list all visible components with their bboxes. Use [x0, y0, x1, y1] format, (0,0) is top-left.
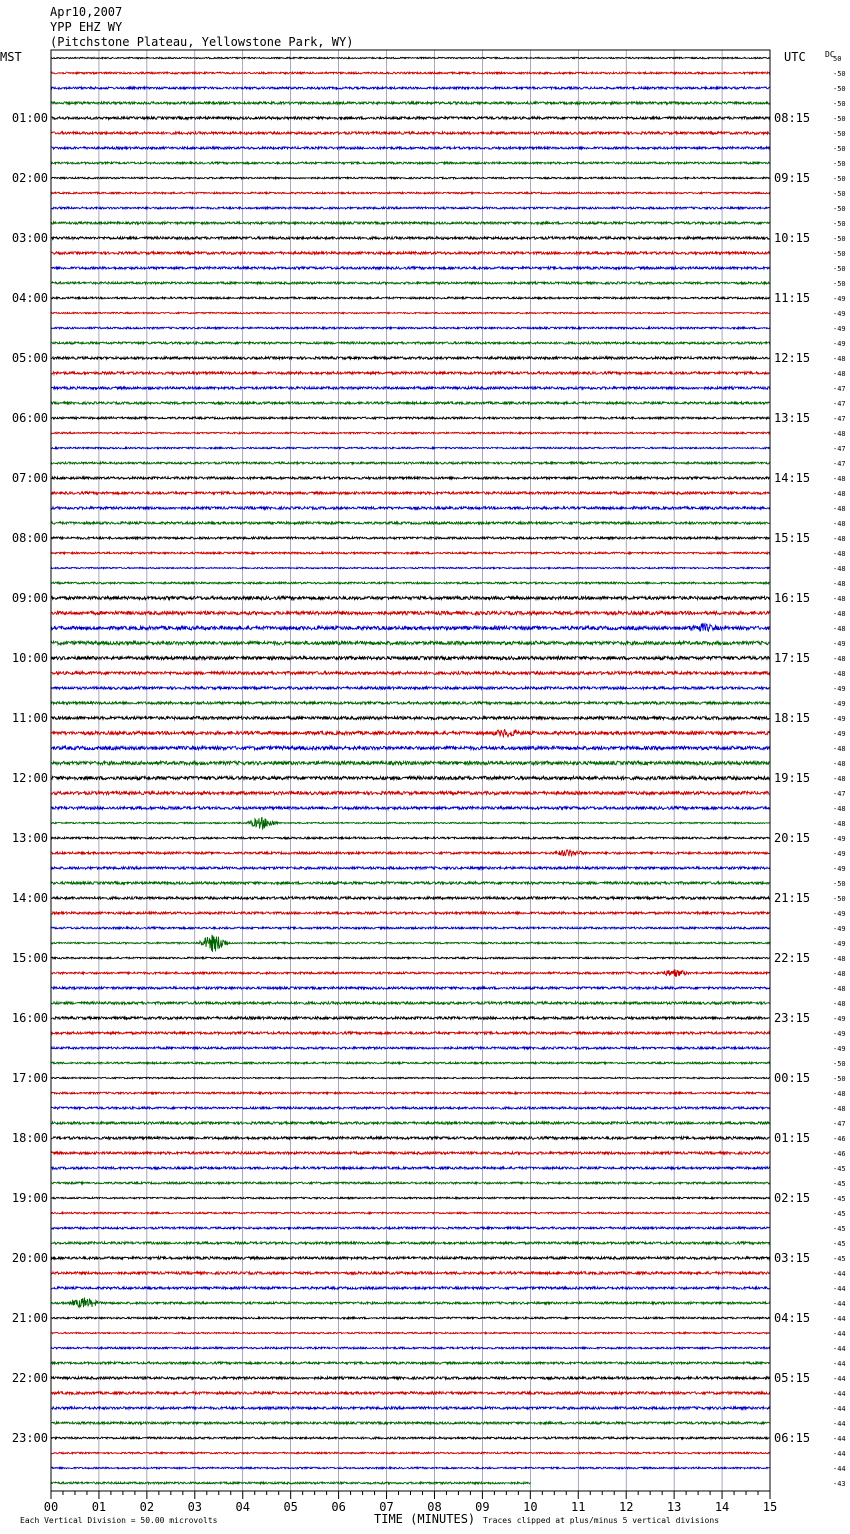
trace-line — [51, 596, 770, 599]
right-hour-label: 04:15 — [774, 1311, 811, 1325]
trace-line — [51, 72, 770, 74]
trace-line — [51, 492, 770, 495]
left-hour-label: 01:00 — [11, 111, 48, 125]
x-tick-label: 03 — [187, 1500, 203, 1514]
dc-offset-label: -49 — [833, 310, 846, 318]
trace-line — [51, 507, 770, 510]
dc-offset-label: -48 — [833, 565, 846, 573]
dc-offset-label: -45 — [833, 1255, 846, 1263]
trace-line — [51, 1167, 770, 1169]
left-hour-label: 06:00 — [11, 411, 48, 425]
right-hour-label: 14:15 — [774, 471, 811, 485]
trace-line — [51, 807, 770, 810]
dc-offset-label: -48 — [833, 475, 846, 483]
left-hour-label: 12:00 — [11, 771, 48, 785]
dc-label: DC — [825, 50, 835, 59]
dc-offset-label: -48 — [833, 355, 846, 363]
dc-offset-label: -48 — [833, 490, 846, 498]
dc-offset-label: -45 — [833, 1195, 846, 1203]
x-tick-label: 05 — [283, 1500, 298, 1514]
trace-line — [51, 611, 770, 614]
trace-line — [51, 1122, 770, 1124]
left-hour-label: 22:00 — [11, 1371, 48, 1385]
dc-offset-label: -50 — [833, 895, 846, 903]
trace-line — [51, 57, 770, 58]
dc-offset-label: -49 — [833, 865, 846, 873]
trace-line — [51, 1092, 770, 1094]
dc-offset-label: -48 — [833, 775, 846, 783]
dc-offset-label: -44 — [833, 1330, 846, 1338]
scale-note: Each Vertical Division = 50.00 microvolts — [20, 1516, 218, 1525]
dc-offset-label: -44 — [833, 1465, 846, 1473]
x-tick-label: 06 — [331, 1500, 346, 1514]
x-tick-label: 14 — [714, 1500, 730, 1514]
trace-line — [51, 327, 770, 329]
trace-line — [51, 372, 770, 375]
left-hour-label: 04:00 — [11, 291, 48, 305]
left-hour-label: 18:00 — [11, 1131, 48, 1145]
left-hour-label: 02:00 — [11, 171, 48, 185]
dc-offset-label: -45 — [833, 1240, 846, 1248]
left-hour-label: 05:00 — [11, 351, 48, 365]
right-hour-label: 15:15 — [774, 531, 811, 545]
right-hour-label: 21:15 — [774, 891, 811, 905]
left-hour-label: 23:00 — [11, 1431, 48, 1445]
trace-line — [51, 132, 770, 135]
dc-offset-label: -44 — [833, 1405, 846, 1413]
dc-offset-label: -50 — [833, 250, 846, 258]
trace-line — [51, 1212, 770, 1214]
trace-line — [51, 1347, 770, 1349]
dc-offset-label: -50 — [833, 1060, 846, 1068]
trace-line — [51, 850, 770, 857]
trace-line — [51, 1317, 770, 1319]
trace-line — [51, 1017, 770, 1020]
trace-line — [51, 1298, 770, 1308]
right-hour-label: 11:15 — [774, 291, 811, 305]
dc-offset-label: -48 — [833, 1090, 846, 1098]
right-hour-label: 18:15 — [774, 711, 811, 725]
trace-line — [51, 1047, 770, 1049]
dc-offset-label: -49 — [833, 1030, 846, 1038]
trace-line — [51, 897, 770, 900]
right-hour-label: 19:15 — [774, 771, 811, 785]
minute-grid — [99, 50, 722, 1491]
dc-offset-label: -48 — [833, 550, 846, 558]
dc-offset-label: -48 — [833, 430, 846, 438]
dc-offset-label: 50 — [833, 55, 842, 63]
x-tick-label: 04 — [235, 1500, 250, 1514]
trace-line — [51, 1437, 770, 1439]
left-hour-label: 20:00 — [11, 1251, 48, 1265]
dc-offset-label: -49 — [833, 1015, 846, 1023]
dc-offset-label: -50 — [833, 175, 846, 183]
dc-offset-label: -44 — [833, 1420, 846, 1428]
x-tick-label: 10 — [523, 1500, 538, 1514]
left-hour-label: 08:00 — [11, 531, 48, 545]
right-hour-label: 22:15 — [774, 951, 811, 965]
trace-line — [51, 1467, 770, 1469]
trace-line — [51, 1377, 770, 1379]
x-tick-label: 13 — [666, 1500, 682, 1514]
right-hour-label: 23:15 — [774, 1011, 811, 1025]
right-hour-label: 01:15 — [774, 1131, 811, 1145]
trace-line — [51, 1407, 770, 1410]
dc-offset-label: -48 — [833, 520, 846, 528]
trace-line — [51, 312, 770, 313]
right-hour-label: 10:15 — [774, 231, 811, 245]
dc-offset-label: -43 — [833, 1480, 846, 1488]
seismic-traces — [51, 57, 770, 1484]
left-hour-label: 15:00 — [11, 951, 48, 965]
dc-offset-label: -45 — [833, 1225, 846, 1233]
dc-offset-label: -48 — [833, 820, 846, 828]
left-hour-label: 16:00 — [11, 1011, 48, 1025]
trace-line — [51, 641, 770, 645]
trace-line — [51, 1107, 770, 1109]
left-hour-label: 17:00 — [11, 1071, 48, 1085]
dc-offset-label: -48 — [833, 655, 846, 663]
dc-offset-label: -50 — [833, 85, 846, 93]
trace-line — [51, 791, 770, 794]
x-tick-label: 02 — [139, 1500, 155, 1514]
dc-offset-label: -49 — [833, 1045, 846, 1053]
right-hour-label: 13:15 — [774, 411, 811, 425]
x-tick-label: 00 — [43, 1500, 59, 1514]
left-hour-label: 11:00 — [11, 711, 48, 725]
dc-offset-label: -49 — [833, 715, 846, 723]
trace-line — [51, 1032, 770, 1034]
trace-line — [51, 267, 770, 269]
trace-line — [51, 177, 770, 179]
dc-offset-label: -48 — [833, 970, 846, 978]
dc-offset-label: -44 — [833, 1270, 846, 1278]
dc-offset-label: -49 — [833, 835, 846, 843]
trace-line — [51, 1002, 770, 1005]
right-hour-label: 20:15 — [774, 831, 811, 845]
left-hour-label: 10:00 — [11, 651, 48, 665]
left-hour-label: 03:00 — [11, 231, 48, 245]
trace-line — [51, 432, 770, 434]
dc-offset-label: -47 — [833, 790, 846, 798]
left-hour-label: 13:00 — [11, 831, 48, 845]
dc-offset-label: -47 — [833, 445, 846, 453]
trace-line — [51, 761, 770, 765]
trace-line — [51, 1182, 770, 1184]
dc-offset-label: -47 — [833, 460, 846, 468]
dc-offset-label: -50 — [833, 265, 846, 273]
left-hour-label: 21:00 — [11, 1311, 48, 1325]
dc-offset-label: -47 — [833, 1120, 846, 1128]
trace-line — [51, 462, 770, 464]
dc-offset-label: -50 — [833, 235, 846, 243]
dc-offset-label: -50 — [833, 115, 846, 123]
dc-offset-label: -49 — [833, 700, 846, 708]
plot-frame — [51, 50, 770, 1491]
x-tick-label: 11 — [571, 1500, 586, 1514]
dc-offset-label: -50 — [833, 100, 846, 108]
trace-line — [51, 623, 770, 631]
dc-offset-label: -48 — [833, 670, 846, 678]
dc-offset-label: -49 — [833, 325, 846, 333]
dc-offset-label: -50 — [833, 190, 846, 198]
trace-line — [51, 672, 770, 675]
dc-offset-label: -49 — [833, 850, 846, 858]
clip-note: Traces clipped at plus/minus 5 vertical divisions — [483, 1516, 720, 1525]
dc-offset-label: -49 — [833, 925, 846, 933]
dc-offset-label: -48 — [833, 370, 846, 378]
trace-line — [51, 656, 770, 659]
dc-offset-label: -47 — [833, 415, 846, 423]
dc-offset-label: -45 — [833, 1165, 846, 1173]
trace-line — [51, 702, 770, 705]
x-tick-label: 01 — [91, 1500, 107, 1514]
trace-line — [51, 717, 770, 720]
trace-line — [51, 447, 770, 449]
dc-offset-label: -48 — [833, 955, 846, 963]
trace-line — [51, 537, 770, 539]
dc-offset-label: -44 — [833, 1450, 846, 1458]
dc-offset-label: -50 — [833, 160, 846, 168]
dc-offset-label: -48 — [833, 805, 846, 813]
dc-offset-label: -47 — [833, 400, 846, 408]
dc-offset-label: -48 — [833, 505, 846, 513]
dc-offset-label: -44 — [833, 1345, 846, 1353]
dc-offset-label: -49 — [833, 940, 846, 948]
dc-offset-label: -48 — [833, 595, 846, 603]
trace-line — [51, 282, 770, 284]
right-axis-label: UTC — [784, 50, 806, 64]
trace-line — [51, 1227, 770, 1229]
trace-line — [51, 387, 770, 390]
trace-line — [51, 192, 770, 194]
right-hour-label: 02:15 — [774, 1191, 811, 1205]
dc-offset-label: -50 — [833, 220, 846, 228]
trace-line — [51, 969, 770, 976]
dc-offset-label: -50 — [833, 145, 846, 153]
header-date: Apr10,2007 — [50, 5, 123, 19]
dc-offset-label: -49 — [833, 640, 846, 648]
trace-line — [51, 477, 770, 479]
trace-line — [51, 1062, 770, 1064]
x-tick-label: 15 — [762, 1500, 778, 1514]
trace-line — [51, 837, 770, 839]
trace-line — [51, 912, 770, 914]
trace-line — [51, 87, 770, 89]
right-hour-label: 00:15 — [774, 1071, 811, 1085]
trace-line — [51, 817, 770, 829]
trace-line — [51, 297, 770, 299]
x-tick-label: 09 — [475, 1500, 490, 1514]
dc-offset-label: -48 — [833, 535, 846, 543]
dc-offset-label: -48 — [833, 580, 846, 588]
dc-offset-label: -48 — [833, 1000, 846, 1008]
trace-line — [51, 746, 770, 750]
left-hour-label: 07:00 — [11, 471, 48, 485]
axis-labels — [12, 55, 846, 1514]
dc-offset-label: -44 — [833, 1300, 846, 1308]
dc-offset-label: -48 — [833, 985, 846, 993]
trace-line — [51, 522, 770, 524]
dc-offset-label: -45 — [833, 1180, 846, 1188]
trace-line — [51, 927, 770, 929]
trace-line — [51, 147, 770, 149]
dc-offset-label: -44 — [833, 1390, 846, 1398]
x-tick-label: 12 — [618, 1500, 634, 1514]
right-hour-label: 05:15 — [774, 1371, 811, 1385]
left-hour-label: 19:00 — [11, 1191, 48, 1205]
dc-offset-label: -46 — [833, 1135, 846, 1143]
trace-line — [51, 1272, 770, 1275]
trace-line — [51, 207, 770, 209]
trace-line — [51, 1392, 770, 1395]
trace-line — [51, 237, 770, 240]
header-location: (Pitchstone Plateau, Yellowstone Park, WY) — [50, 35, 354, 49]
right-hour-label: 06:15 — [774, 1431, 811, 1445]
trace-line — [51, 867, 770, 869]
trace-line — [51, 1332, 770, 1333]
trace-line — [51, 1152, 770, 1155]
left-hour-label: 14:00 — [11, 891, 48, 905]
dc-offset-label: -46 — [833, 1150, 846, 1158]
dc-offset-label: -50 — [833, 880, 846, 888]
trace-line — [51, 222, 770, 224]
trace-line — [51, 357, 770, 359]
left-hour-label: 09:00 — [11, 591, 48, 605]
trace-line — [51, 730, 770, 738]
trace-line — [51, 1077, 770, 1078]
dc-offset-label: -44 — [833, 1375, 846, 1383]
dc-offset-label: -50 — [833, 205, 846, 213]
trace-line — [51, 1287, 770, 1289]
dc-offset-label: -50 — [833, 130, 846, 138]
dc-offset-label: -48 — [833, 745, 846, 753]
right-hour-label: 03:15 — [774, 1251, 811, 1265]
trace-line — [51, 1242, 770, 1244]
dc-offset-label: -50 — [833, 70, 846, 78]
dc-offset-label: -49 — [833, 910, 846, 918]
header-station: YPP EHZ WY — [50, 20, 123, 34]
dc-offset-label: -45 — [833, 1210, 846, 1218]
trace-line — [51, 567, 770, 568]
trace-line — [51, 552, 770, 554]
dc-offset-label: -48 — [833, 625, 846, 633]
dc-offset-label: -48 — [833, 610, 846, 618]
trace-line — [51, 1362, 770, 1364]
dc-offset-label: -49 — [833, 730, 846, 738]
dc-offset-label: -48 — [833, 760, 846, 768]
trace-line — [51, 162, 770, 164]
right-hour-label: 12:15 — [774, 351, 811, 365]
dc-offset-label: -49 — [833, 340, 846, 348]
dc-offset-label: -49 — [833, 685, 846, 693]
right-hour-label: 08:15 — [774, 111, 811, 125]
dc-offset-label: -49 — [833, 295, 846, 303]
dc-offset-label: -47 — [833, 385, 846, 393]
right-hour-label: 16:15 — [774, 591, 811, 605]
trace-line — [51, 252, 770, 255]
dc-offset-label: -44 — [833, 1315, 846, 1323]
trace-line — [51, 342, 770, 344]
dc-offset-label: -50 — [833, 1075, 846, 1083]
dc-offset-label: -44 — [833, 1285, 846, 1293]
x-tick-label: 07 — [379, 1500, 394, 1514]
trace-line — [51, 582, 770, 584]
right-hour-label: 09:15 — [774, 171, 811, 185]
trace-line — [51, 882, 770, 885]
dc-offset-label: -48 — [833, 1105, 846, 1113]
trace-line — [51, 1422, 770, 1424]
dc-offset-label: -50 — [833, 280, 846, 288]
trace-line — [51, 417, 770, 419]
trace-line — [51, 402, 770, 404]
x-axis-title: TIME (MINUTES) — [374, 1512, 476, 1526]
trace-line — [51, 957, 770, 959]
trace-line — [51, 1137, 770, 1140]
trace-line — [51, 776, 770, 779]
dc-offset-label: -44 — [833, 1360, 846, 1368]
trace-line — [51, 102, 770, 104]
dc-offset-label: -44 — [833, 1435, 846, 1443]
trace-line — [51, 1197, 770, 1199]
trace-line — [51, 117, 770, 120]
trace-line — [51, 1452, 770, 1454]
trace-line — [51, 1257, 770, 1260]
left-axis-label: MST — [0, 50, 22, 64]
right-hour-label: 17:15 — [774, 651, 811, 665]
trace-line — [51, 987, 770, 989]
trace-line — [51, 687, 770, 690]
trace-line — [51, 935, 770, 952]
x-tick-label: 08 — [427, 1500, 442, 1514]
